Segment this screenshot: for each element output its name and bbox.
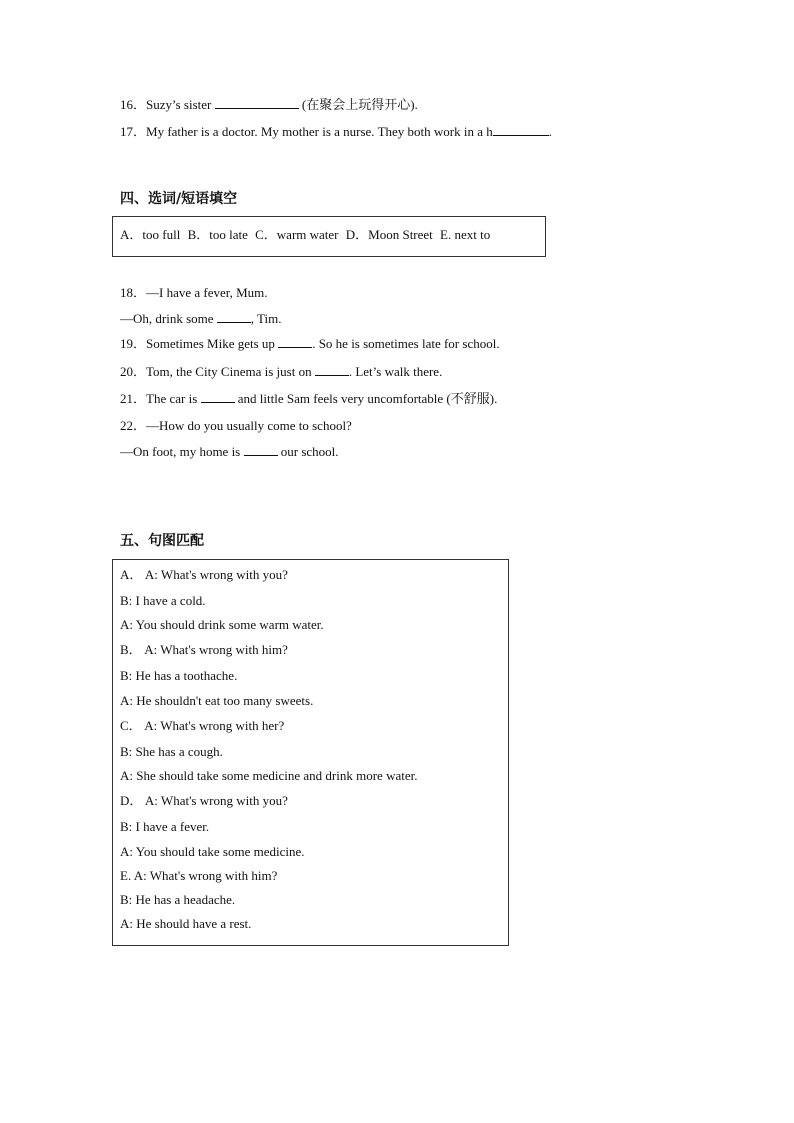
dialogue-line: B: I have a fever. xyxy=(120,819,210,834)
question-text: Tom, the City Cinema is just on xyxy=(146,364,312,379)
question-number: 19． xyxy=(120,336,147,351)
option-d: D．Moon Street xyxy=(345,227,433,242)
question-text: —On foot, my home is xyxy=(120,444,241,459)
dialogue-line: A: He shouldn't eat too many sweets. xyxy=(120,693,314,708)
dialogue-line: B: I have a cold. xyxy=(120,593,206,608)
options-line xyxy=(120,226,494,244)
dialogue-line: C． A: What's wrong with her? xyxy=(120,718,285,733)
question-number: 22． xyxy=(120,418,147,433)
dialogue-line: D． A: What's wrong with you? xyxy=(120,793,288,808)
dialogue-line: B: She has a cough. xyxy=(120,744,223,759)
section-title: 四、选词/短语填空 xyxy=(120,191,238,207)
question-text-end: and little Sam feels very uncomfortable (不舒服). xyxy=(237,391,498,406)
question-number: 16． xyxy=(120,97,147,112)
answer-blank[interactable] xyxy=(201,390,235,403)
dialogue-line: A． A: What's wrong with you? xyxy=(120,567,288,582)
question-text-end: . Let’s walk there. xyxy=(348,364,443,379)
dialogue-line: A: You should drink some warm water. xyxy=(120,617,324,632)
question-text: —How do you usually come to school? xyxy=(146,418,352,433)
question-number: 20． xyxy=(120,364,147,379)
question-text-end: our school. xyxy=(280,444,339,459)
question-22 xyxy=(120,417,352,435)
dialogue-line: A: You should take some medicine. xyxy=(120,844,305,859)
dialogue-line: B． A: What's wrong with him? xyxy=(120,642,288,657)
answer-blank[interactable] xyxy=(278,335,312,348)
dialogue-box xyxy=(112,559,509,946)
section-title: 五、句图匹配 xyxy=(120,533,204,549)
question-number: 17． xyxy=(120,124,147,139)
question-text-end: . So he is sometimes late for school. xyxy=(312,336,500,351)
question-text: My father is a doctor. My mother is a nurse. They both work in a h xyxy=(146,124,493,139)
dialogue-line: A: He should have a rest. xyxy=(120,916,252,931)
question-text: —I have a fever, Mum. xyxy=(146,285,268,300)
question-20 xyxy=(120,363,442,381)
question-19 xyxy=(120,335,500,353)
question-text: The car is xyxy=(146,391,198,406)
question-17 xyxy=(120,123,552,141)
question-text-end: . xyxy=(548,124,552,139)
question-hint: (在聚会上玩得开心). xyxy=(301,97,418,112)
question-text-end: , Tim. xyxy=(250,311,282,326)
dialogue-line: A: She should take some medicine and drink more water. xyxy=(120,768,418,783)
answer-blank[interactable] xyxy=(215,96,299,109)
answer-blank[interactable] xyxy=(315,363,349,376)
question-18 xyxy=(120,284,268,302)
dialogue-line: E. A: What's wrong with him? xyxy=(120,868,278,883)
answer-blank[interactable] xyxy=(217,310,251,323)
answer-blank[interactable] xyxy=(493,123,549,136)
dialogue-line: B: He has a toothache. xyxy=(120,668,238,683)
question-16 xyxy=(120,96,418,114)
option-b: B．too late xyxy=(187,227,248,242)
question-18-reply xyxy=(120,310,282,328)
option-c: C．warm water xyxy=(255,227,339,242)
dialogue-line: B: He has a headache. xyxy=(120,892,236,907)
option-e: E. next to xyxy=(440,227,491,242)
option-a: A．too full xyxy=(120,227,181,242)
question-text: Suzy’s sister xyxy=(146,97,212,112)
question-text: Sometimes Mike gets up xyxy=(146,336,275,351)
question-number: 18． xyxy=(120,285,147,300)
options-box xyxy=(112,216,546,257)
question-22-reply xyxy=(120,443,339,461)
question-text: —Oh, drink some xyxy=(120,311,214,326)
question-number: 21． xyxy=(120,391,147,406)
question-21 xyxy=(120,390,497,408)
answer-blank[interactable] xyxy=(244,443,278,456)
